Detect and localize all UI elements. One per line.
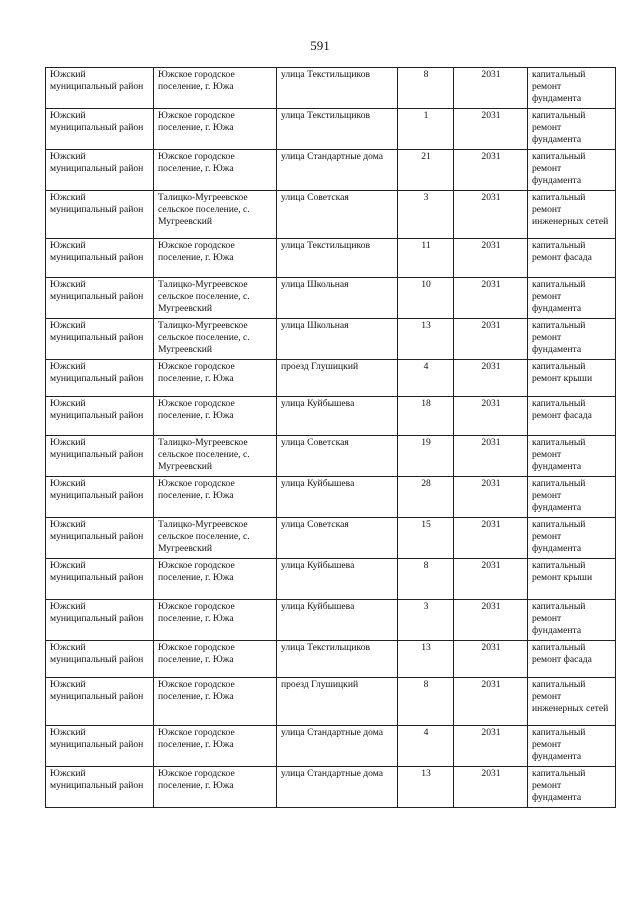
work-type-cell: капитальный ремонт фундамента [528, 518, 616, 559]
district-cell: Южский муниципальный район [46, 150, 154, 191]
settlement-cell: Южское городское поселение, г. Южа [154, 767, 277, 808]
table-row [46, 319, 616, 360]
street-cell: проезд Глушицкий [277, 360, 398, 397]
settlement-cell: Южское городское поселение, г. Южа [154, 150, 277, 191]
house-number-cell: 4 [398, 726, 454, 767]
street-cell: улица Куйбышева [277, 477, 398, 518]
work-type-cell: капитальный ремонт фасада [528, 641, 616, 678]
house-number-cell: 1 [398, 109, 454, 150]
street-cell: улица Советская [277, 518, 398, 559]
table-row [46, 191, 616, 239]
table-row [46, 600, 616, 641]
street-cell: улица Куйбышева [277, 600, 398, 641]
table-row [46, 397, 616, 436]
table-row [46, 150, 616, 191]
work-type-cell: капитальный ремонт фундамента [528, 600, 616, 641]
work-type-cell: капитальный ремонт фундамента [528, 109, 616, 150]
district-cell: Южский муниципальный район [46, 191, 154, 239]
district-cell: Южский муниципальный район [46, 559, 154, 600]
work-type-cell: капитальный ремонт крыши [528, 360, 616, 397]
district-cell: Южский муниципальный район [46, 319, 154, 360]
year-cell: 2031 [454, 360, 528, 397]
settlement-cell: Талицко-Мугреевское сельское поселение, с. Мугреевский [154, 436, 277, 477]
work-type-cell: капитальный ремонт фасада [528, 397, 616, 436]
work-type-cell: капитальный ремонт фундамента [528, 68, 616, 109]
year-cell: 2031 [454, 109, 528, 150]
settlement-cell: Южское городское поселение, г. Южа [154, 641, 277, 678]
district-cell: Южский муниципальный район [46, 726, 154, 767]
work-type-cell: капитальный ремонт фундамента [528, 767, 616, 808]
year-cell: 2031 [454, 726, 528, 767]
house-number-cell: 13 [398, 641, 454, 678]
year-cell: 2031 [454, 641, 528, 678]
house-number-cell: 11 [398, 239, 454, 278]
table-row [46, 518, 616, 559]
year-cell: 2031 [454, 767, 528, 808]
table-body [46, 68, 616, 808]
work-type-cell: капитальный ремонт крыши [528, 559, 616, 600]
work-type-cell: капитальный ремонт фасада [528, 239, 616, 278]
district-cell: Южский муниципальный район [46, 767, 154, 808]
table-row [46, 726, 616, 767]
street-cell: улица Текстильщиков [277, 239, 398, 278]
work-type-cell: капитальный ремонт фундамента [528, 150, 616, 191]
table-row [46, 239, 616, 278]
house-number-cell: 15 [398, 518, 454, 559]
district-cell: Южский муниципальный район [46, 239, 154, 278]
street-cell: улица Стандартные дома [277, 150, 398, 191]
district-cell: Южский муниципальный район [46, 278, 154, 319]
table-row [46, 68, 616, 109]
house-number-cell: 10 [398, 278, 454, 319]
house-number-cell: 21 [398, 150, 454, 191]
settlement-cell: Южское городское поселение, г. Южа [154, 600, 277, 641]
district-cell: Южский муниципальный район [46, 678, 154, 726]
work-type-cell: капитальный ремонт инженерных сетей [528, 191, 616, 239]
table-row [46, 559, 616, 600]
house-number-cell: 13 [398, 319, 454, 360]
settlement-cell: Южское городское поселение, г. Южа [154, 559, 277, 600]
settlement-cell: Южское городское поселение, г. Южа [154, 678, 277, 726]
street-cell: улица Куйбышева [277, 397, 398, 436]
year-cell: 2031 [454, 678, 528, 726]
settlement-cell: Южское городское поселение, г. Южа [154, 68, 277, 109]
work-type-cell: капитальный ремонт фундамента [528, 726, 616, 767]
settlement-cell: Южское городское поселение, г. Южа [154, 477, 277, 518]
work-type-cell: капитальный ремонт инженерных сетей [528, 678, 616, 726]
house-number-cell: 13 [398, 767, 454, 808]
street-cell: улица Стандартные дома [277, 767, 398, 808]
house-number-cell: 8 [398, 678, 454, 726]
street-cell: улица Советская [277, 436, 398, 477]
house-number-cell: 19 [398, 436, 454, 477]
year-cell: 2031 [454, 319, 528, 360]
district-cell: Южский муниципальный район [46, 641, 154, 678]
house-number-cell: 4 [398, 360, 454, 397]
work-type-cell: капитальный ремонт фундамента [528, 278, 616, 319]
table-row [46, 477, 616, 518]
table-row [46, 360, 616, 397]
repair-schedule-table [45, 67, 616, 808]
house-number-cell: 18 [398, 397, 454, 436]
year-cell: 2031 [454, 68, 528, 109]
year-cell: 2031 [454, 150, 528, 191]
house-number-cell: 28 [398, 477, 454, 518]
district-cell: Южский муниципальный район [46, 600, 154, 641]
street-cell: улица Школьная [277, 319, 398, 360]
year-cell: 2031 [454, 518, 528, 559]
year-cell: 2031 [454, 191, 528, 239]
district-cell: Южский муниципальный район [46, 397, 154, 436]
work-type-cell: капитальный ремонт фундамента [528, 319, 616, 360]
house-number-cell: 3 [398, 191, 454, 239]
year-cell: 2031 [454, 397, 528, 436]
settlement-cell: Южское городское поселение, г. Южа [154, 360, 277, 397]
street-cell: улица Советская [277, 191, 398, 239]
table-row [46, 641, 616, 678]
settlement-cell: Южское городское поселение, г. Южа [154, 109, 277, 150]
work-type-cell: капитальный ремонт фундамента [528, 436, 616, 477]
table-row [46, 109, 616, 150]
settlement-cell: Талицко-Мугреевское сельское поселение, с. Мугреевский [154, 518, 277, 559]
table-row [46, 678, 616, 726]
house-number-cell: 3 [398, 600, 454, 641]
street-cell: улица Стандартные дома [277, 726, 398, 767]
house-number-cell: 8 [398, 68, 454, 109]
settlement-cell: Талицко-Мугреевское сельское поселение, с. Мугреевский [154, 278, 277, 319]
settlement-cell: Южское городское поселение, г. Южа [154, 726, 277, 767]
page-number: 591 [310, 38, 330, 53]
year-cell: 2031 [454, 559, 528, 600]
district-cell: Южский муниципальный район [46, 518, 154, 559]
street-cell: улица Куйбышева [277, 559, 398, 600]
work-type-cell: капитальный ремонт фундамента [528, 477, 616, 518]
year-cell: 2031 [454, 436, 528, 477]
street-cell: улица Текстильщиков [277, 109, 398, 150]
street-cell: проезд Глушицкий [277, 678, 398, 726]
settlement-cell: Талицко-Мугреевское сельское поселение, с. Мугреевский [154, 319, 277, 360]
street-cell: улица Текстильщиков [277, 641, 398, 678]
district-cell: Южский муниципальный район [46, 109, 154, 150]
year-cell: 2031 [454, 239, 528, 278]
district-cell: Южский муниципальный район [46, 477, 154, 518]
year-cell: 2031 [454, 600, 528, 641]
street-cell: улица Школьная [277, 278, 398, 319]
district-cell: Южский муниципальный район [46, 436, 154, 477]
settlement-cell: Южское городское поселение, г. Южа [154, 239, 277, 278]
settlement-cell: Талицко-Мугреевское сельское поселение, с. Мугреевский [154, 191, 277, 239]
table-row [46, 278, 616, 319]
table-row [46, 767, 616, 808]
table-row [46, 436, 616, 477]
year-cell: 2031 [454, 278, 528, 319]
year-cell: 2031 [454, 477, 528, 518]
street-cell: улица Текстильщиков [277, 68, 398, 109]
district-cell: Южский муниципальный район [46, 360, 154, 397]
district-cell: Южский муниципальный район [46, 68, 154, 109]
settlement-cell: Южское городское поселение, г. Южа [154, 397, 277, 436]
house-number-cell: 8 [398, 559, 454, 600]
